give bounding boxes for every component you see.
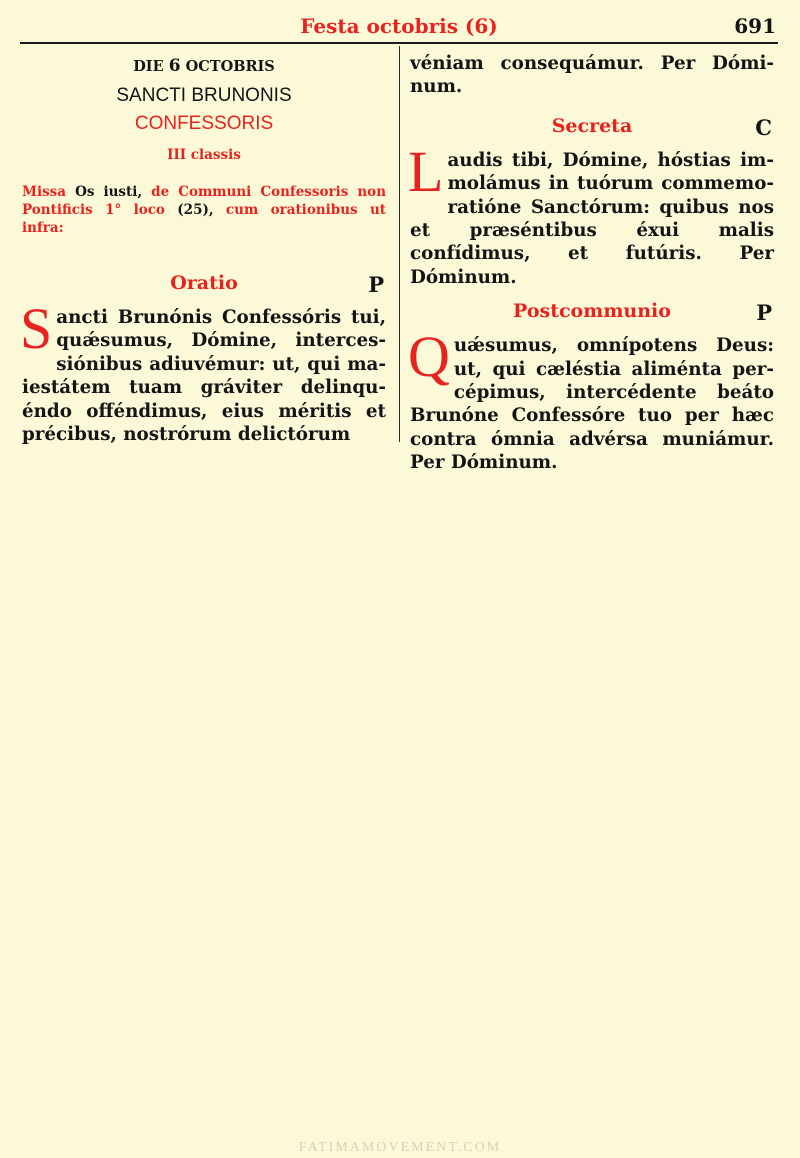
saint-rank: CONFESSORIS bbox=[134, 113, 274, 134]
page-number: 691 bbox=[734, 14, 776, 38]
secreta-mark: C bbox=[755, 114, 772, 140]
right-column bbox=[410, 55, 774, 475]
rubric-introit: Os iusti, bbox=[75, 184, 143, 200]
mass-rubric bbox=[22, 183, 386, 237]
feast-class: III classis bbox=[167, 147, 241, 163]
oratio-mark: P bbox=[368, 272, 384, 297]
feast-date bbox=[22, 56, 386, 76]
postcommunio-mark: P bbox=[756, 300, 772, 326]
running-title: Festa octobris (6) bbox=[300, 14, 498, 38]
secreta-heading bbox=[410, 115, 774, 141]
postcommunio-heading bbox=[410, 300, 774, 326]
postcommunio-text: uǽsumus, omnípotens Deus: ut, qui cæléstia aliménta percépimus, intercédente beáto Brunóne Confessóre tuo per hæc contra ómnia advérsa muniámur. Per Dóminum. bbox=[410, 335, 774, 474]
postcommunio-title: Postcommunio bbox=[513, 300, 671, 323]
rubric-reference: (25), bbox=[177, 202, 214, 218]
oratio-text: ancti Brunónis Confessóris tui, quǽsumus, Dómine, intercessiónibus adiuvémur: ut, qui maiestátem tuam gráviter delinquéndo offéndimus, eius méritis et précibus, nostrórum delictórum bbox=[22, 307, 386, 446]
rubric-missa: Missa bbox=[22, 184, 67, 200]
secreta-initial: L bbox=[408, 138, 444, 204]
left-column bbox=[22, 55, 386, 446]
postcommunio-text-block bbox=[408, 324, 774, 474]
postcommunio-initial: Q bbox=[408, 324, 450, 390]
saint-name: SANCTI BRUNONIS bbox=[116, 85, 292, 106]
day-label: DIE bbox=[133, 58, 164, 75]
oratio-title: Oratio bbox=[170, 272, 238, 294]
oratio-initial: S bbox=[20, 296, 53, 361]
day-number: 6 bbox=[168, 56, 181, 76]
column-divider bbox=[399, 46, 400, 442]
watermark: FATIMAMOVEMENT.COM bbox=[298, 1140, 502, 1155]
secreta-text: audis tibi, Dómine, hóstias immolámus in tuórum commemoratióne Sanctórum: quibus nos et præséntibus éxui malis confídimus, et futúris. Per Dóminum. bbox=[410, 149, 774, 288]
secreta-title: Secreta bbox=[551, 114, 633, 137]
oratio-heading bbox=[22, 272, 386, 298]
rubric-orations: cum orationibus ut infra: bbox=[22, 202, 387, 236]
month-label: OCTOBRIS bbox=[185, 58, 275, 75]
page-header bbox=[20, 4, 778, 44]
oratio-continued: véniam consequámur. Per Dóminum. bbox=[410, 53, 774, 98]
secreta-text-block bbox=[408, 138, 774, 289]
rubric-common: de Communi Confessoris non Pontificis 1° loco bbox=[22, 184, 387, 218]
oratio-text-block bbox=[20, 296, 386, 446]
